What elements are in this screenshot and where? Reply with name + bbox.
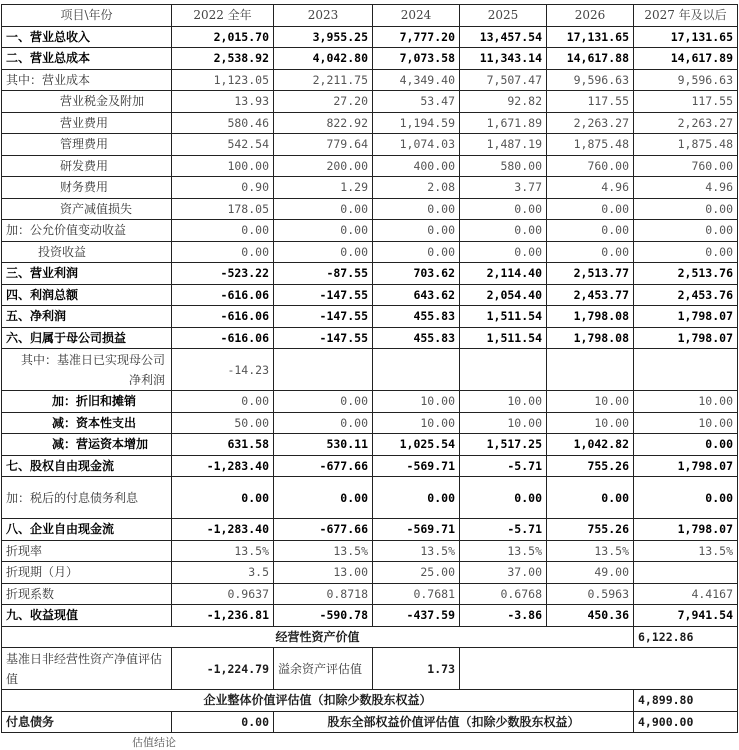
table-row — [2, 26, 738, 48]
row-label: 折现系数 — [2, 583, 172, 605]
table-row — [2, 263, 738, 285]
cell: 1,074.03 — [373, 134, 460, 156]
row-label: 投资收益 — [2, 241, 172, 263]
row-label: 减：营运资本增加 — [2, 434, 172, 456]
cell: 0.00 — [373, 198, 460, 220]
summary-equity-row — [2, 711, 738, 733]
cell: 10.00 — [460, 412, 547, 434]
cell: 1,042.82 — [547, 434, 634, 456]
cell: 2,211.75 — [274, 69, 373, 91]
cell: -616.06 — [172, 306, 274, 328]
cell: -616.06 — [172, 327, 274, 349]
row-label: 研发费用 — [2, 155, 172, 177]
table-row — [2, 306, 738, 328]
cell: 0.00 — [460, 198, 547, 220]
cell: 1,025.54 — [373, 434, 460, 456]
cell: -677.66 — [274, 455, 373, 477]
row-label: 其中：营业成本 — [2, 69, 172, 91]
table-row — [2, 412, 738, 434]
cell: 0.00 — [172, 477, 274, 519]
cell: -3.86 — [460, 605, 547, 627]
cell: 2,453.77 — [547, 284, 634, 306]
cell: 7,941.54 — [634, 605, 738, 627]
cell: 10.00 — [547, 391, 634, 413]
surplus-value: 1.73 — [373, 648, 460, 690]
cell: 1,671.89 — [460, 112, 547, 134]
cell: -569.71 — [373, 519, 460, 541]
cell: 0.5963 — [547, 583, 634, 605]
table-row — [2, 112, 738, 134]
table-row — [2, 91, 738, 113]
operating-asset-value: 6,122.86 — [634, 626, 738, 648]
cell: 13.5% — [172, 540, 274, 562]
cell: 4.4167 — [634, 583, 738, 605]
cell: 643.62 — [373, 284, 460, 306]
cell: 4,349.40 — [373, 69, 460, 91]
row-label: 四、利润总额 — [2, 284, 172, 306]
cell: 0.00 — [274, 391, 373, 413]
cell: 0.9637 — [172, 583, 274, 605]
cell — [634, 349, 738, 391]
cell: 10.00 — [634, 391, 738, 413]
cell: 13.5% — [274, 540, 373, 562]
row-label: 加：公允价值变动收益 — [2, 220, 172, 242]
cell: 0.00 — [547, 477, 634, 519]
cell: 2,054.40 — [460, 284, 547, 306]
header-2022: 2022 全年 — [172, 5, 274, 27]
cell: 100.00 — [172, 155, 274, 177]
cell: 13.5% — [547, 540, 634, 562]
table-row — [2, 519, 738, 541]
cell: 703.62 — [373, 263, 460, 285]
table-row — [2, 327, 738, 349]
cell: 760.00 — [547, 155, 634, 177]
cell — [460, 349, 547, 391]
table-row — [2, 349, 738, 391]
cell: 1,194.59 — [373, 112, 460, 134]
row-label: 一、营业总收入 — [2, 26, 172, 48]
enterprise-value-label: 企业整体价值评估值（扣除少数股东权益） — [2, 690, 634, 712]
valuation-table — [1, 4, 738, 733]
table-row — [2, 48, 738, 70]
cell: 13.5% — [460, 540, 547, 562]
cell: 17,131.65 — [634, 26, 738, 48]
cell: 37.00 — [460, 562, 547, 584]
cell: 0.00 — [274, 220, 373, 242]
header-2024: 2024 — [373, 5, 460, 27]
cell: -523.22 — [172, 263, 274, 285]
table-row — [2, 284, 738, 306]
cell: 0.00 — [373, 477, 460, 519]
cell: -14.23 — [172, 349, 274, 391]
cell: -1,283.40 — [172, 455, 274, 477]
cell: 0.00 — [460, 477, 547, 519]
cell: 2,114.40 — [460, 263, 547, 285]
cell: 10.00 — [373, 412, 460, 434]
table-row — [2, 198, 738, 220]
row-label: 七、股权自由现金流 — [2, 455, 172, 477]
row-label: 二、营业总成本 — [2, 48, 172, 70]
cell: 0.00 — [373, 220, 460, 242]
cell: 455.83 — [373, 327, 460, 349]
cell: 53.47 — [373, 91, 460, 113]
cell: 1,875.48 — [547, 134, 634, 156]
cell: 0.8718 — [274, 583, 373, 605]
cell: -1,283.40 — [172, 519, 274, 541]
footer-note: 估值结论 — [132, 736, 176, 749]
table-row — [2, 540, 738, 562]
cell: 0.6768 — [460, 583, 547, 605]
cell: 779.64 — [274, 134, 373, 156]
cell: -1,236.81 — [172, 605, 274, 627]
cell: 580.46 — [172, 112, 274, 134]
surplus-label: 溢余资产评估值 — [274, 648, 373, 690]
debt-label: 付息债务 — [2, 711, 172, 733]
row-label: 九、收益现值 — [2, 605, 172, 627]
row-label: 营业税金及附加 — [2, 91, 172, 113]
cell: 49.00 — [547, 562, 634, 584]
cell: 0.00 — [547, 220, 634, 242]
header-row — [2, 5, 738, 27]
cell: 0.00 — [547, 241, 634, 263]
cell: 3,955.25 — [274, 26, 373, 48]
cell: 0.00 — [460, 241, 547, 263]
empty-cell — [460, 648, 738, 690]
cell: 117.55 — [634, 91, 738, 113]
cell: 1,798.07 — [634, 455, 738, 477]
cell: 760.00 — [634, 155, 738, 177]
cell: 755.26 — [547, 455, 634, 477]
table-row — [2, 605, 738, 627]
cell: 13.93 — [172, 91, 274, 113]
cell: 25.00 — [373, 562, 460, 584]
cell: 7,073.58 — [373, 48, 460, 70]
cell: 3.77 — [460, 177, 547, 199]
cell: 2,453.76 — [634, 284, 738, 306]
table-row — [2, 241, 738, 263]
header-2025: 2025 — [460, 5, 547, 27]
cell: 0.00 — [634, 477, 738, 519]
cell: 580.00 — [460, 155, 547, 177]
cell: 13.5% — [373, 540, 460, 562]
cell: -147.55 — [274, 284, 373, 306]
table-row — [2, 69, 738, 91]
cell: 3.5 — [172, 562, 274, 584]
cell: 50.00 — [172, 412, 274, 434]
table-row — [2, 562, 738, 584]
table-row — [2, 220, 738, 242]
cell: 0.7681 — [373, 583, 460, 605]
cell: 2,263.27 — [547, 112, 634, 134]
header-2023: 2023 — [274, 5, 373, 27]
cell: -5.71 — [460, 455, 547, 477]
cell: -147.55 — [274, 306, 373, 328]
table-row — [2, 177, 738, 199]
cell: 92.82 — [460, 91, 547, 113]
row-label: 加：税后的付息债务利息 — [2, 477, 172, 519]
cell: 1,798.08 — [547, 327, 634, 349]
cell: 0.00 — [172, 391, 274, 413]
cell: 4,042.80 — [274, 48, 373, 70]
cell: -590.78 — [274, 605, 373, 627]
cell: -87.55 — [274, 263, 373, 285]
cell: 1,511.54 — [460, 306, 547, 328]
cell: 0.00 — [274, 241, 373, 263]
cell: 117.55 — [547, 91, 634, 113]
row-label: 折现率 — [2, 540, 172, 562]
cell: 1.29 — [274, 177, 373, 199]
cell: 0.00 — [172, 220, 274, 242]
cell: 0.00 — [274, 477, 373, 519]
cell: -5.71 — [460, 519, 547, 541]
cell: 4.96 — [634, 177, 738, 199]
table-row — [2, 134, 738, 156]
cell — [547, 349, 634, 391]
cell: 9,596.63 — [634, 69, 738, 91]
cell: 200.00 — [274, 155, 373, 177]
cell: 450.36 — [547, 605, 634, 627]
row-label: 其中：基准日已实现母公司净利润 — [2, 349, 172, 391]
header-2026: 2026 — [547, 5, 634, 27]
cell: 1,798.08 — [547, 306, 634, 328]
cell: 10.00 — [460, 391, 547, 413]
cell: 13.5% — [634, 540, 738, 562]
non-operating-value: -1,224.79 — [172, 648, 274, 690]
row-label: 三、营业利润 — [2, 263, 172, 285]
cell: 2,513.76 — [634, 263, 738, 285]
table-row — [2, 477, 738, 519]
table-row — [2, 455, 738, 477]
table-row — [2, 391, 738, 413]
cell: 0.00 — [460, 220, 547, 242]
cell: 755.26 — [547, 519, 634, 541]
cell: 10.00 — [634, 412, 738, 434]
cell: 0.00 — [634, 241, 738, 263]
cell: 1,487.19 — [460, 134, 547, 156]
table-row — [2, 155, 738, 177]
cell: 1,875.48 — [634, 134, 738, 156]
cell: 27.20 — [274, 91, 373, 113]
cell: 13,457.54 — [460, 26, 547, 48]
cell: 1,123.05 — [172, 69, 274, 91]
cell: 7,507.47 — [460, 69, 547, 91]
row-label: 六、归属于母公司损益 — [2, 327, 172, 349]
summary-enterprise-row — [2, 690, 738, 712]
cell: 0.00 — [547, 198, 634, 220]
cell: 1,798.07 — [634, 519, 738, 541]
row-label: 资产减值损失 — [2, 198, 172, 220]
operating-asset-label: 经营性资产价值 — [2, 626, 634, 648]
cell: 530.11 — [274, 434, 373, 456]
enterprise-value: 4,899.80 — [634, 690, 738, 712]
cell: 178.05 — [172, 198, 274, 220]
cell: -616.06 — [172, 284, 274, 306]
cell: 1,511.54 — [460, 327, 547, 349]
cell — [634, 562, 738, 584]
header-item: 项目\年份 — [2, 5, 172, 27]
cell: 7,777.20 — [373, 26, 460, 48]
cell: 17,131.65 — [547, 26, 634, 48]
cell: 4.96 — [547, 177, 634, 199]
cell: 14,617.88 — [547, 48, 634, 70]
cell: 10.00 — [373, 391, 460, 413]
cell: 0.00 — [634, 220, 738, 242]
debt-value: 0.00 — [172, 711, 274, 733]
cell: 2,263.27 — [634, 112, 738, 134]
cell: 1,517.25 — [460, 434, 547, 456]
row-label: 营业费用 — [2, 112, 172, 134]
cell: 1,798.07 — [634, 306, 738, 328]
cell: 11,343.14 — [460, 48, 547, 70]
cell — [274, 349, 373, 391]
cell: 9,596.63 — [547, 69, 634, 91]
cell: 631.58 — [172, 434, 274, 456]
row-label: 财务费用 — [2, 177, 172, 199]
cell: 542.54 — [172, 134, 274, 156]
cell: 0.90 — [172, 177, 274, 199]
header-2027: 2027 年及以后 — [634, 5, 738, 27]
cell: 822.92 — [274, 112, 373, 134]
equity-value-label: 股东全部权益价值评估值（扣除少数股东权益） — [274, 711, 634, 733]
equity-value: 4,900.00 — [634, 711, 738, 733]
table-row — [2, 583, 738, 605]
cell: 10.00 — [547, 412, 634, 434]
cell: -147.55 — [274, 327, 373, 349]
cell: 2,513.77 — [547, 263, 634, 285]
row-label: 五、净利润 — [2, 306, 172, 328]
cell: 0.00 — [172, 241, 274, 263]
cell: 400.00 — [373, 155, 460, 177]
cell: -437.59 — [373, 605, 460, 627]
row-label: 减：资本性支出 — [2, 412, 172, 434]
row-label: 管理费用 — [2, 134, 172, 156]
cell: 0.00 — [634, 198, 738, 220]
cell: 0.00 — [274, 412, 373, 434]
cell: -569.71 — [373, 455, 460, 477]
cell: 0.00 — [373, 241, 460, 263]
cell: 455.83 — [373, 306, 460, 328]
row-label: 加：折旧和摊销 — [2, 391, 172, 413]
table-row — [2, 434, 738, 456]
cell: 13.00 — [274, 562, 373, 584]
row-label: 八、企业自由现金流 — [2, 519, 172, 541]
cell — [373, 349, 460, 391]
non-operating-label: 基准日非经营性资产净值评估值 — [2, 648, 172, 690]
cell: 0.00 — [274, 198, 373, 220]
cell: 14,617.89 — [634, 48, 738, 70]
summary-non-operating-row — [2, 648, 738, 690]
summary-operating-asset-row — [2, 626, 738, 648]
cell: 2,015.70 — [172, 26, 274, 48]
cell: -677.66 — [274, 519, 373, 541]
cell: 0.00 — [634, 434, 738, 456]
cell: 1,798.07 — [634, 327, 738, 349]
row-label: 折现期（月） — [2, 562, 172, 584]
cell: 2.08 — [373, 177, 460, 199]
cell: 2,538.92 — [172, 48, 274, 70]
